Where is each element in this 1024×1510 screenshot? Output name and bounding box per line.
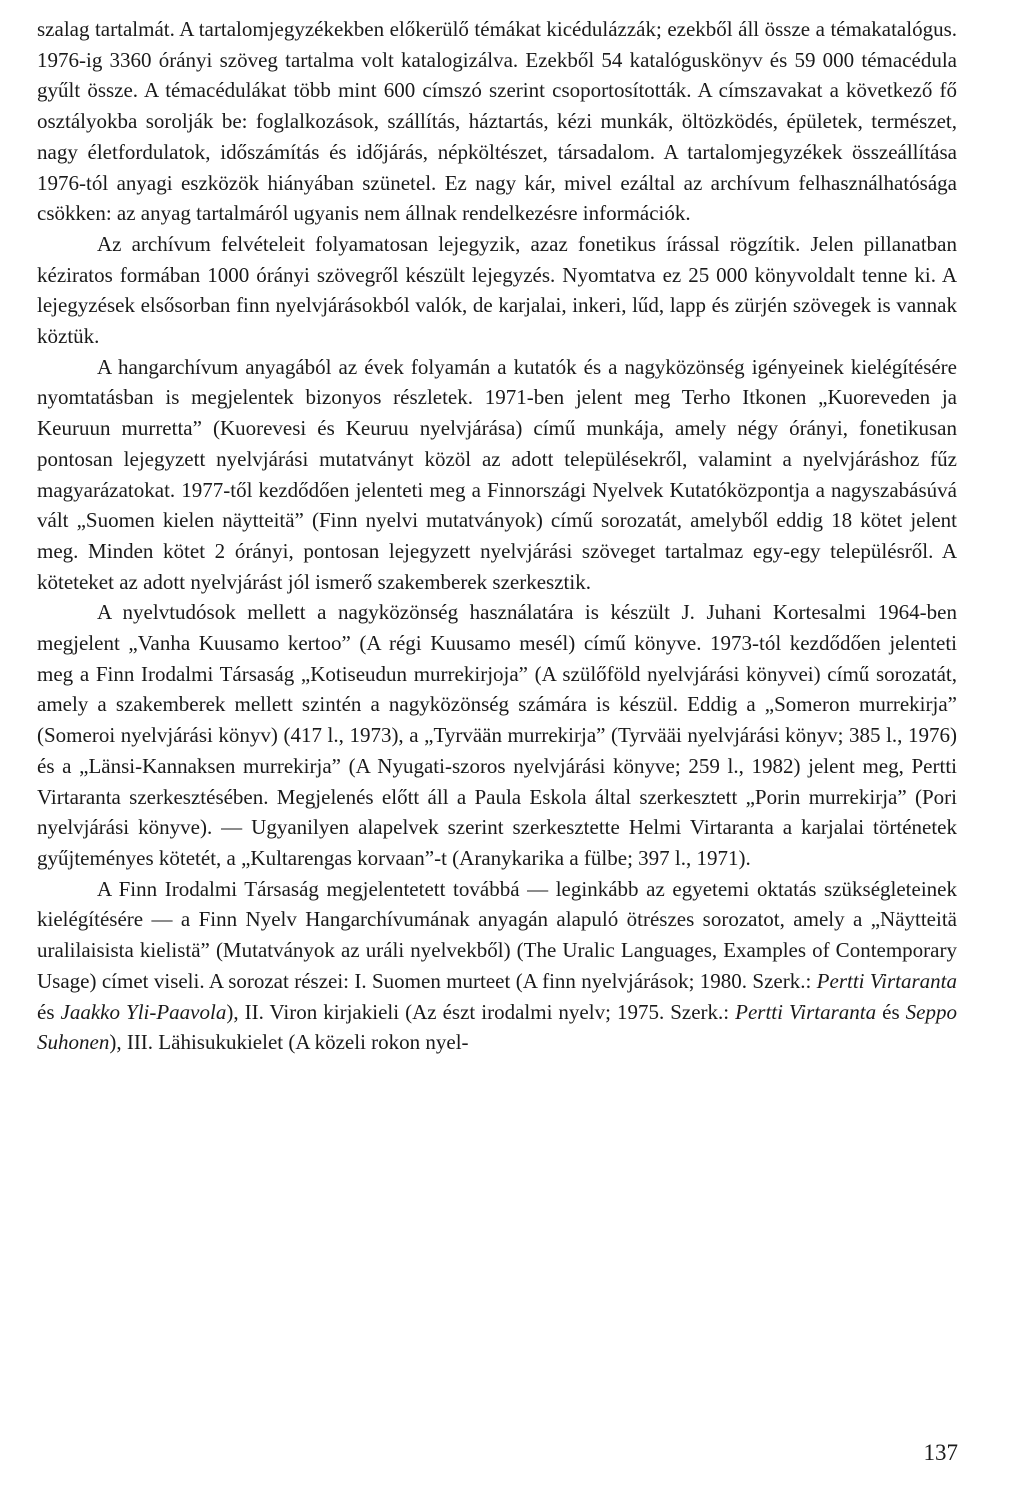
paragraph-text: ), III. Lähisukukielet (A közeli rokon nyel- bbox=[109, 1030, 469, 1055]
italic-name: Pertti Virtaranta bbox=[735, 999, 877, 1024]
paragraph-text: és bbox=[37, 999, 61, 1024]
paragraph bbox=[37, 597, 957, 873]
page-body bbox=[37, 14, 957, 1058]
page-number: 137 bbox=[923, 1440, 958, 1465]
italic-name: Seppo Suhonen bbox=[37, 999, 957, 1055]
paragraph bbox=[37, 229, 957, 352]
paragraph bbox=[37, 874, 957, 1058]
paragraph-text: Az archívum felvételeit folyamatosan lejegyzik, azaz fonetikus írással rögzítik. Jelen pillanatban kéziratos formában 1000 órányi szövegről készült lejegyzés. Nyomtatva ez 25 000 könyvoldalt tenne ki. A lejegyzések elsősorban finn nyelvjárásokból valók, de karjalai, inkeri, lűd, lapp és zürjén szövegek is vannak köztük. bbox=[37, 231, 957, 349]
paragraph-text: szalag tartalmát. A tartalomjegyzékekben előkerülő témákat kicédulázzák; ezekből áll össze a témakatalógus. 1976-ig 3360 órányi szöveg tartalma volt katalogizálva. Ezekből 54 katalóguskönyv és 59 000 témacédula gyűlt össze. A témacédulákat több mint 600 címszó szerint csoportosították. A címszavakat a következő fő osztályokba sorolják be: foglalkozások, szállítás, háztartás, kézi munkák, öltözködés, épületek, természet, nagy életfordulatok, időszámítás és időjárás, népköltészet, társadalom. A tartalomjegyzékek összeállítása 1976-tól anyagi eszközök hiányában szünetel. Ez nagy kár, mivel ezáltal az archívum felhasználhatósága csökken: az anyag tartalmáról ugyanis nem állnak rendelkezésre információk. bbox=[37, 17, 957, 226]
paragraph bbox=[37, 352, 957, 598]
paragraph-text: A hangarchívum anyagából az évek folyamán a kutatók és a nagyközönség igényeinek kielégítésére nyomtatásban is megjelentek bizonyos részletek. 1971-ben jelent meg Terho Itkonen „Kuoreveden ja Keuruun murretta” (Kuorevesi és Keuruu nyelvjárása) című munkája, amely négy órányi, fonetikusan pontosan lejegyzett nyelvjárási mutatványt közöl az adott településekről, valamint a nyelvjáráshoz fűz magyarázatokat. 1977-től kezdődően jelenteti meg a Finnországi Nyelvek Kutatóközpontja a nagyszabásúvá vált „Suomen kielen näytteitä” (Finn nyelvi mutatványok) című sorozatát, amelyből eddig 18 kötet jelent meg. Minden kötet 2 órányi, pontosan lejegyzett nyelvjárási szöveget tartalmaz egy-egy településről. A köteteket az adott nyelvjárást jól ismerő szakemberek szerkesztik. bbox=[37, 354, 957, 594]
paragraph-text: és bbox=[876, 999, 906, 1024]
italic-name: Jaakko Yli-Paavola bbox=[60, 999, 227, 1024]
paragraph bbox=[37, 14, 957, 229]
italic-name: Pertti Virtaranta bbox=[816, 968, 957, 993]
paragraph-text: A nyelvtudósok mellett a nagyközönség használatára is készült J. Juhani Kortesalmi 1964-ben megjelent „Vanha Kuusamo kertoo” (A régi Kuusamo mesél) című könyve. 1973-tól kezdődően jelenteti meg a Finn Irodalmi Társaság „Kotiseudun murrekirjoja” (A szülőföld nyelvjárási könyvei) című sorozatát, amely a szakemberek mellett szintén a nagyközönség számára is készül. Eddig a „Someron murrekirja” (Someroi nyelvjárási könyv) (417 l., 1973), a „Tyrvään murrekirja” (Tyrvääi nyelvjárási könyv; 385 l., 1976) és a „Länsi-Kannaksen murrekirja” (A Nyugati-szoros nyelvjárási könyve; 259 l., 1982) jelent meg, Pertti Virtaranta szerkesztésében. Megjelenés előtt áll a Paula Eskola által szerkesztett „Porin murrekirja” (Pori nyelvjárási könyve). — Ugyanilyen alapelvek szerint szerkesztette Helmi Virtaranta a karjalai történetek gyűjteményes kötetét, a „Kultarengas korvaan”-t (Aranykarika a fülbe; 397 l., 1971). bbox=[37, 600, 957, 870]
paragraph-text: ), II. Viron kirjakieli (Az észt irodalmi nyelv; 1975. Szerk.: bbox=[226, 999, 736, 1024]
paragraph-text: A Finn Irodalmi Társaság megjelentetett továbbá — leginkább az egyetemi oktatás szükségleteinek kielégítésére — a Finn Nyelv Hangarchívumának anyagán alapuló ötrészes sorozatot, amely a „Näytteitä uralilaisista kielistä” (Mutatványok az uráli nyelvekből) (The Uralic Languages, Examples of Contemporary Usage) címet viseli. A sorozat részei: I. Suomen murteet (A finn nyelvjárások; 1980. Szerk.: bbox=[37, 876, 957, 993]
